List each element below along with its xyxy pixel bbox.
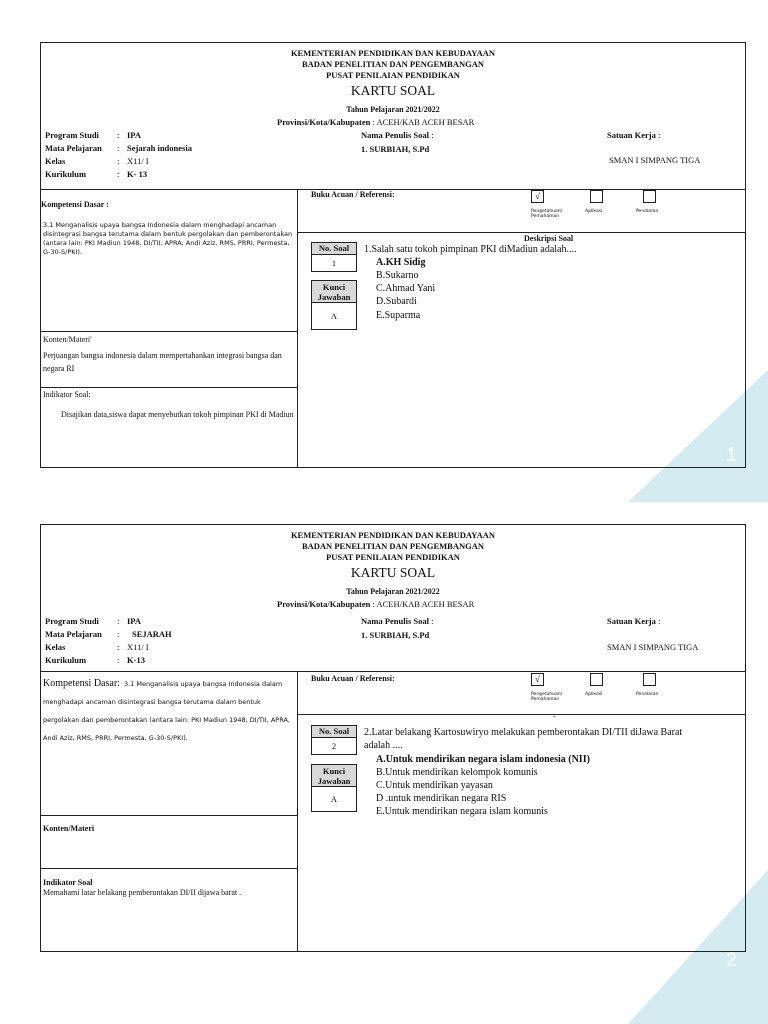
level-aplikasi: Aplikasi: [585, 692, 603, 697]
deskripsi-label: Deskripsi Soal: [524, 234, 574, 243]
option-e: E.Suparma: [376, 310, 421, 321]
kd-label: Kompetensi Dasar:: [43, 678, 120, 689]
ministry-line: KEMENTERIAN PENDIDIKAN DAN KEBUDAYAAN: [290, 530, 496, 540]
school-year: Tahun Pelajaran 2021/2022: [346, 587, 440, 596]
penulis-label: Nama Penulis Soal :: [361, 616, 434, 626]
deskripsi-label: -: [553, 712, 556, 721]
option-d: D .untuk mendirikan negara RIS: [376, 793, 507, 804]
satuan-value: SMAN I SIMPANG TIGA: [607, 642, 699, 652]
indikator-label: Indikator Soal:: [43, 390, 91, 399]
card-title: KARTU SOAL: [350, 565, 436, 580]
no-soal-label: No. Soal: [312, 726, 356, 738]
column-divider: [297, 671, 298, 951]
mapel-row: Mata Pelajaran : Sejarah indonesia: [45, 143, 192, 153]
divider: [297, 232, 745, 233]
kunci-box: [311, 764, 357, 812]
kd-text: 3.1 Menganalisis upaya bangsa Indonesia dalam menghadapi ancaman disintegrasi bangsa terutama dalam bentuk pergolakan dan pemberontakan (antara lain: PKI Madiun 1948, DI/TII, APRA, Andi Aziz, RMS, PRRI, Permesta, G-30-S/PKI).: [43, 221, 293, 256]
page-number-2: 2: [726, 950, 737, 971]
level-pengetahuan: Pengetahuan/ Pemahaman: [531, 209, 563, 219]
pengetahuan-checkbox[interactable]: √: [531, 190, 544, 203]
penulis-value: 1. SURBIAH, S.Pd: [361, 144, 430, 154]
kd-text: 3.1 Menganalisis upaya bangsa Indonesia dalam menghadapi ancaman disintegrasi bangsa terutama dalam bentuk pergolakan dan pemberontakan (antara lain: PKI Madiun 1948, DI/TII, APRA, Andi Aziz, RMS, PRRI, Permesta, G-30-S/PKI).: [43, 680, 290, 742]
level-aplikasi: Aplikasi: [585, 209, 603, 214]
agency-line: BADAN PENELITIAN DAN PENGEMBANGAN: [301, 59, 485, 69]
mapel-row: Mata Pelajaran : SEJARAH: [45, 629, 172, 639]
satuan-label: Satuan Kerja :: [607, 616, 661, 626]
page-number-1: 1: [726, 445, 737, 466]
satuan-label: Satuan Kerja :: [607, 130, 661, 140]
card-header: [41, 43, 745, 190]
konten-label: Konten/Materi: [43, 824, 95, 833]
aplikasi-checkbox[interactable]: [590, 190, 603, 203]
level-pengetahuan: Pengetahuan/ Pemahaman: [531, 692, 563, 702]
agency-line: BADAN PENELITIAN DAN PENGEMBANGAN: [301, 541, 485, 551]
school-year: Tahun Pelajaran 2021/2022: [346, 105, 440, 114]
no-soal-box: [311, 242, 357, 272]
pengetahuan-checkbox[interactable]: √: [531, 673, 544, 686]
kunci-label: Kunci Jawaban: [312, 765, 356, 787]
indikator-text: Memahami latar belakang pemberontakan DI/II dijawa barat .: [43, 888, 242, 897]
center-line: PUSAT PENILAIAN PENDIDIKAN: [326, 70, 460, 80]
no-soal-value: 2: [331, 741, 337, 751]
kartu-soal-card-1: [40, 42, 746, 468]
penalaran-checkbox[interactable]: [643, 673, 656, 686]
kurikulum-row: Kurikulum : K- 13: [45, 169, 148, 179]
kelas-row: Kelas : X11/ I: [45, 642, 149, 652]
aplikasi-checkbox[interactable]: [590, 673, 603, 686]
kartu-soal-card-2: [40, 524, 746, 952]
divider: [41, 868, 297, 869]
option-e: E.Untuk mendirikan negara islam komunis: [376, 806, 548, 817]
penalaran-checkbox[interactable]: [643, 190, 656, 203]
kunci-value: A: [330, 311, 338, 321]
kunci-box: [311, 280, 357, 330]
option-c: C.Ahmad Yani: [376, 283, 436, 294]
kelas-row: Kelas : X11/ I: [45, 156, 149, 166]
indikator-label: Indikator Soal: [43, 878, 93, 887]
kunci-value: A: [330, 794, 338, 804]
penulis-value: 1. SURBIAH, S.Pd: [361, 630, 430, 640]
satuan-value: SMAN I SIMPANG TIGA: [609, 155, 701, 165]
option-a: A.KH Sidig: [376, 257, 426, 268]
level-penalaran: Penalaran: [636, 209, 659, 214]
ministry-line: KEMENTERIAN PENDIDIKAN DAN KEBUDAYAAN: [290, 48, 496, 58]
province-line: Provinsi/Kota/Kabupaten : ACEH/KAB ACEH BESAR: [277, 599, 475, 609]
option-b: B.Untuk mendirikan kelompok komunis: [376, 767, 538, 778]
program-row: Program Studi : IPA: [45, 130, 142, 140]
card-header: [41, 525, 745, 672]
kurikulum-row: Kurikulum : K-13: [45, 655, 145, 665]
question-text: 1.Salah satu tokoh pimpinan PKI diMadiun adalah....: [364, 244, 577, 255]
no-soal-value: 1: [331, 258, 337, 268]
penulis-label: Nama Penulis Soal :: [361, 130, 434, 140]
option-c: C.Untuk mendirikan yayasan: [376, 780, 493, 791]
question-text-cont: adalah ....: [364, 740, 403, 751]
kd-label: Kompetensi Dasar :: [41, 200, 109, 209]
divider: [41, 331, 297, 332]
divider: [41, 815, 297, 816]
kd-block: [43, 673, 295, 745]
question-text: 2.Latar belakang Kartosuwiryo melakukan pemberontakan DI/TII diJawa Barat: [364, 727, 683, 738]
center-line: PUSAT PENILAIAN PENDIDIKAN: [326, 552, 460, 562]
buku-label: Buku Acuan / Referensi:: [311, 190, 395, 199]
kunci-label: Kunci Jawaban: [312, 281, 356, 303]
buku-label: Buku Acuan / Referensi:: [311, 674, 395, 683]
konten-text: Perjuangan bangsa indonesia dalam mempertahankan integrasi bangsa dan negara RI: [43, 351, 282, 373]
divider: [41, 387, 297, 388]
program-row: Program Studi : IPA: [45, 616, 142, 626]
indikator-text: Disajikan data,siswa dapat menyebutkan tokoh pimpinan PKI di Madiun: [61, 410, 294, 419]
option-a: A.Untuk mendirikan negara islam indonesia (NII): [376, 754, 590, 765]
no-soal-label: No. Soal: [312, 243, 356, 255]
divider: [297, 714, 745, 715]
card-title: KARTU SOAL: [350, 83, 436, 98]
column-divider: [297, 189, 298, 467]
konten-label: Konten/Materi': [43, 335, 92, 344]
option-b: B.Sukarno: [376, 270, 419, 281]
no-soal-box: [311, 725, 357, 755]
level-penalaran: Penalaran: [636, 692, 659, 697]
province-line: Provinsi/Kota/Kabupaten : ACEH/KAB ACEH BESAR: [277, 117, 475, 127]
option-d: D.Subardi: [376, 296, 417, 307]
